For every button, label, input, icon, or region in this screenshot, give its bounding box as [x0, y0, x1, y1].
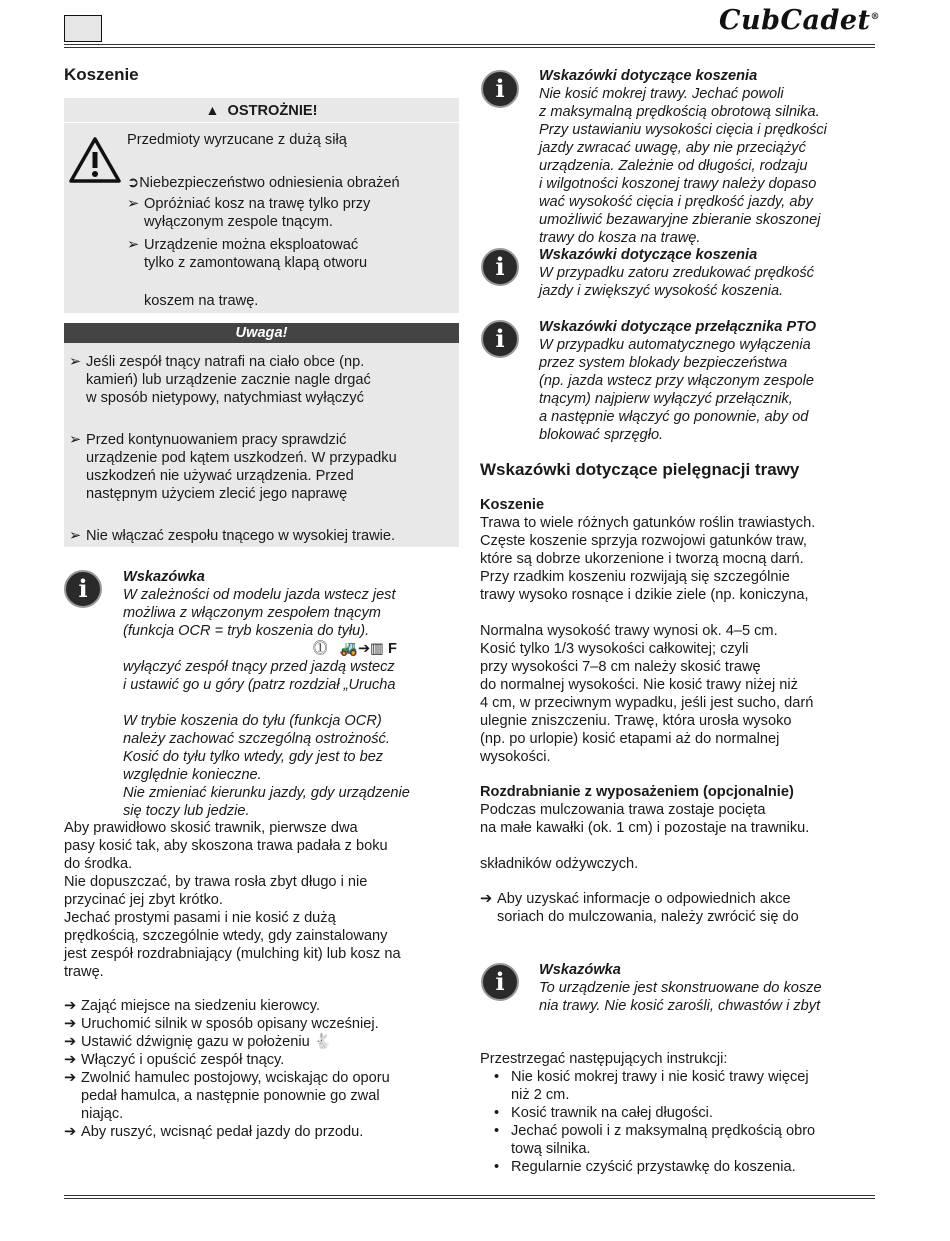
tractor-icon: 🚜➔▥ — [339, 641, 384, 657]
mulch-arrow-item: ➔ Aby uzyskać informacje o odpowiednich akce soriach do mulczowania, należy zwrócić się do — [480, 891, 799, 925]
step-item: ➔ Aby ruszyć, wcisnąć pedał jazdy do przodu. — [64, 1124, 364, 1140]
info-icon: i — [481, 963, 519, 1001]
rule-item: • Kosić trawnik na całej długości. — [494, 1105, 713, 1121]
warning-tail: koszem na trawę. — [144, 293, 259, 309]
arrow-icon: ➔ — [64, 1016, 77, 1032]
info-icon: i — [64, 570, 102, 608]
brand-logo — [719, 5, 880, 36]
header-rule — [64, 44, 875, 45]
warning-intro: Przedmioty wyrzucane z dużą siłą — [127, 132, 347, 148]
info-icon: i — [481, 70, 519, 108]
warning-item: ➢ Urządzenie można eksploatować tylko z zamontowaną klapą otworu — [127, 237, 368, 271]
brand-name: CubCadet — [718, 5, 871, 36]
notice-item: ➢ Przed kontynuowaniem pracy sprawdzić urządzenie pod kątem uszkodzeń. W przypadku uszkodzeń nie używać urządzenia. Przed następnym użyciem zlecić jego naprawę — [69, 432, 397, 502]
tip-text: Wskazówki dotyczące koszenia Nie kosić mokrej trawy. Jechać powoli z maksymalną prędkością obrotową silnika. Przy ustawianiu wysokości cięcia i prędkości jazdy zwracać uwagę, aby nie przeciążyć urządzenia. Zależnie od długości, rodzaju i wilgotności koszonej trawy należy dopaso wać wysokość cięcia i prędkość jazdy, aby umożliwić bezawaryjne zbieranie skoszonej trawy do kosza na trawę. — [539, 68, 827, 246]
ocr-symbols: ⓵ 🚜➔▥ F — [313, 641, 397, 657]
footer-rule — [64, 1195, 875, 1196]
notice-header: Uwaga! — [64, 323, 459, 343]
brand-mark: ® — [870, 12, 880, 22]
warning-header — [64, 98, 459, 123]
page-number-box — [64, 15, 102, 42]
body-text: Aby prawidłowo skosić trawnik, pierwsze dwa pasy kosić tak, aby skoszona trawa padała z boku do środka. Nie dopuszczać, by trawa rosła zbyt długo i nie przycinać jej zbyt krótko. Jechać prostymi pasami i nie kosić z dużą prędkością, szczególnie wtedy, gdy zainstalowany jest zespół rozdrabniający (mulching kit) lub kosz na trawę. — [64, 820, 401, 980]
footer-rule-2 — [64, 1198, 875, 1199]
rule-item: • Regularnie czyścić przystawkę do koszenia. — [494, 1159, 796, 1175]
arrow-icon: ➔ — [480, 891, 493, 907]
note2-text: Wskazówka To urządzenie jest skonstruowane do kosze nia trawy. Nie kosić zarośli, chwastów i zbyt — [539, 962, 822, 1014]
arrow-icon: ➔ — [64, 1070, 77, 1086]
rule-item: • Nie kosić mokrej trawy i nie kosić trawy więcej — [494, 1069, 809, 1085]
mulch-section: Rozdrabnianie z wyposażeniem (opcjonalnie) Podczas mulczowania trawa zostaje pocięta na małe kawałki (ok. 1 cm) i pozostaje na trawniku. składników odżywczych. — [480, 784, 810, 872]
warning-small-icon: ▲ — [205, 102, 220, 118]
warning-item: ➢ Opróżniać kosz na trawę tylko przy wyłączonym zespole tnącym. — [127, 196, 371, 230]
arrow-icon: ➔ — [64, 1052, 77, 1068]
mowing-section: Koszenie Trawa to wiele różnych gatunków roślin trawiastych. Częste koszenie sprzyja rozwojowi gatunków traw, które są dobrze ukorzenione i tworzą mocną darń. Przy rzadkim koszeniu rozwijają się szczególnie trawy wysoko rosnące i dzikie ziele (np. koniczyna, Normalna wysokość trawy wynosi ok. 4–5 cm. Kosić tylko 1/3 wysokości całkowitej; czyli przy wysokości 7–8 cm należy skosić trawę do normalnej wysokości. Nie kosić trawy niżej niż 4 cm, w przeciwnym wypadku, jeśli jest sucho, darń ulegnie zniszczeniu. Trawę, która urosła wysoko (np. po urlopie) kosić etapami aż do normalnej wysokości. — [480, 497, 816, 765]
tip-text: Wskazówki dotyczące przełącznika PTO W przypadku automatycznego wyłączenia przez system blokady bezpieczeństwa (np. jazda wstecz przy włączonym zespole tnącym) najpierw wyłączyć przełącznik, a następnie włączyć go ponownie, aby od blokować sprzęgło. — [539, 319, 817, 443]
arrow-icon: ➔ — [64, 998, 77, 1014]
step-item: ➔ Ustawić dźwignię gazu w położeniu 🐇 — [64, 1034, 332, 1050]
warning-hazard: ➲Niebezpieczeństwo odniesienia obrażeń — [127, 175, 400, 191]
info-icon: i — [481, 248, 519, 286]
notice-item: ➢ Nie włączać zespołu tnącego w wysokiej trawie. — [69, 528, 396, 544]
step-item: ➔ Uruchomić silnik w sposób opisany wcześniej. — [64, 1016, 379, 1032]
steps-list: ➔ Zająć miejsce na siedzeniu kierowcy. ➔ Uruchomić silnik w sposób opisany wcześniej. ➔ Ustawić dźwignię gazu w położeniu 🐇 ➔ Włączyć i opuścić zespół tnący. ➔ Zwolnić hamulec postojowy, wciskając do oporu pedał hamulca, a następnie ponownie go zwal niając. ➔ Aby ruszyć, wcisnąć pedał jazdy do przodu. — [64, 998, 390, 1140]
rule-item: • Jechać powoli i z maksymalną prędkością obro — [494, 1123, 816, 1139]
notice-item: ➢ Jeśli zespół tnący natrafi na ciało obce (np. kamień) lub urządzenie zacznie nagle drgać w sposób nietypowy, natychmiast wyłączyć — [69, 354, 371, 406]
ocr-symbol-icon: ⓵ — [313, 641, 328, 657]
note-text: Wskazówka W zależności od modelu jazda wstecz jest możliwa z włączonym zespołem tnącym (funkcja OCR = tryb koszenia do tyłu). ⓵ 🚜➔▥ F wyłączyć zespół tnący przed jazdą wstecz i ustawić go u góry (patrz rozdział „Urucha W trybie koszenia do tyłu (funkcja OCR) należy zachować szczególną ostrożność. Kosić do tyłu tylko wtedy, gdy jest to bez względnie konieczne. Nie zmieniać kierunku jazdy, gdy urządzenie się toczy lub jedzie. — [123, 569, 410, 819]
throttle-rabbit-icon: 🐇 — [313, 1034, 332, 1050]
warning-triangle-icon — [68, 136, 122, 184]
care-heading: Wskazówki dotyczące pielęgnacji trawy — [480, 460, 800, 479]
step-item: ➔ Zwolnić hamulec postojowy, wciskając do oporu — [64, 1070, 390, 1086]
tip-text: Wskazówki dotyczące koszenia W przypadku zatoru zredukować prędkość jazdy i zwiększyć wysokość koszenia. — [539, 247, 814, 299]
step-item: ➔ Włączyć i opuścić zespół tnący. — [64, 1052, 285, 1068]
header-rule-2 — [64, 47, 875, 48]
rules-intro: Przestrzegać następujących instrukcji: — [480, 1051, 728, 1067]
section-heading: Koszenie — [64, 65, 139, 84]
step-item: ➔ Zająć miejsce na siedzeniu kierowcy. — [64, 998, 321, 1014]
warning-title: OSTROŻNIE! — [227, 103, 318, 119]
info-icon: i — [481, 320, 519, 358]
arrow-icon: ➔ — [64, 1124, 77, 1140]
rules-list: • Nie kosić mokrej trawy i nie kosić trawy więcej niż 2 cm. • Kosić trawnik na całej długości. • Jechać powoli i z maksymalną prędkością obro tową silnika. • Regularnie czyścić przystawkę do koszenia. — [494, 1069, 816, 1175]
arrow-icon: ➔ — [64, 1034, 77, 1050]
